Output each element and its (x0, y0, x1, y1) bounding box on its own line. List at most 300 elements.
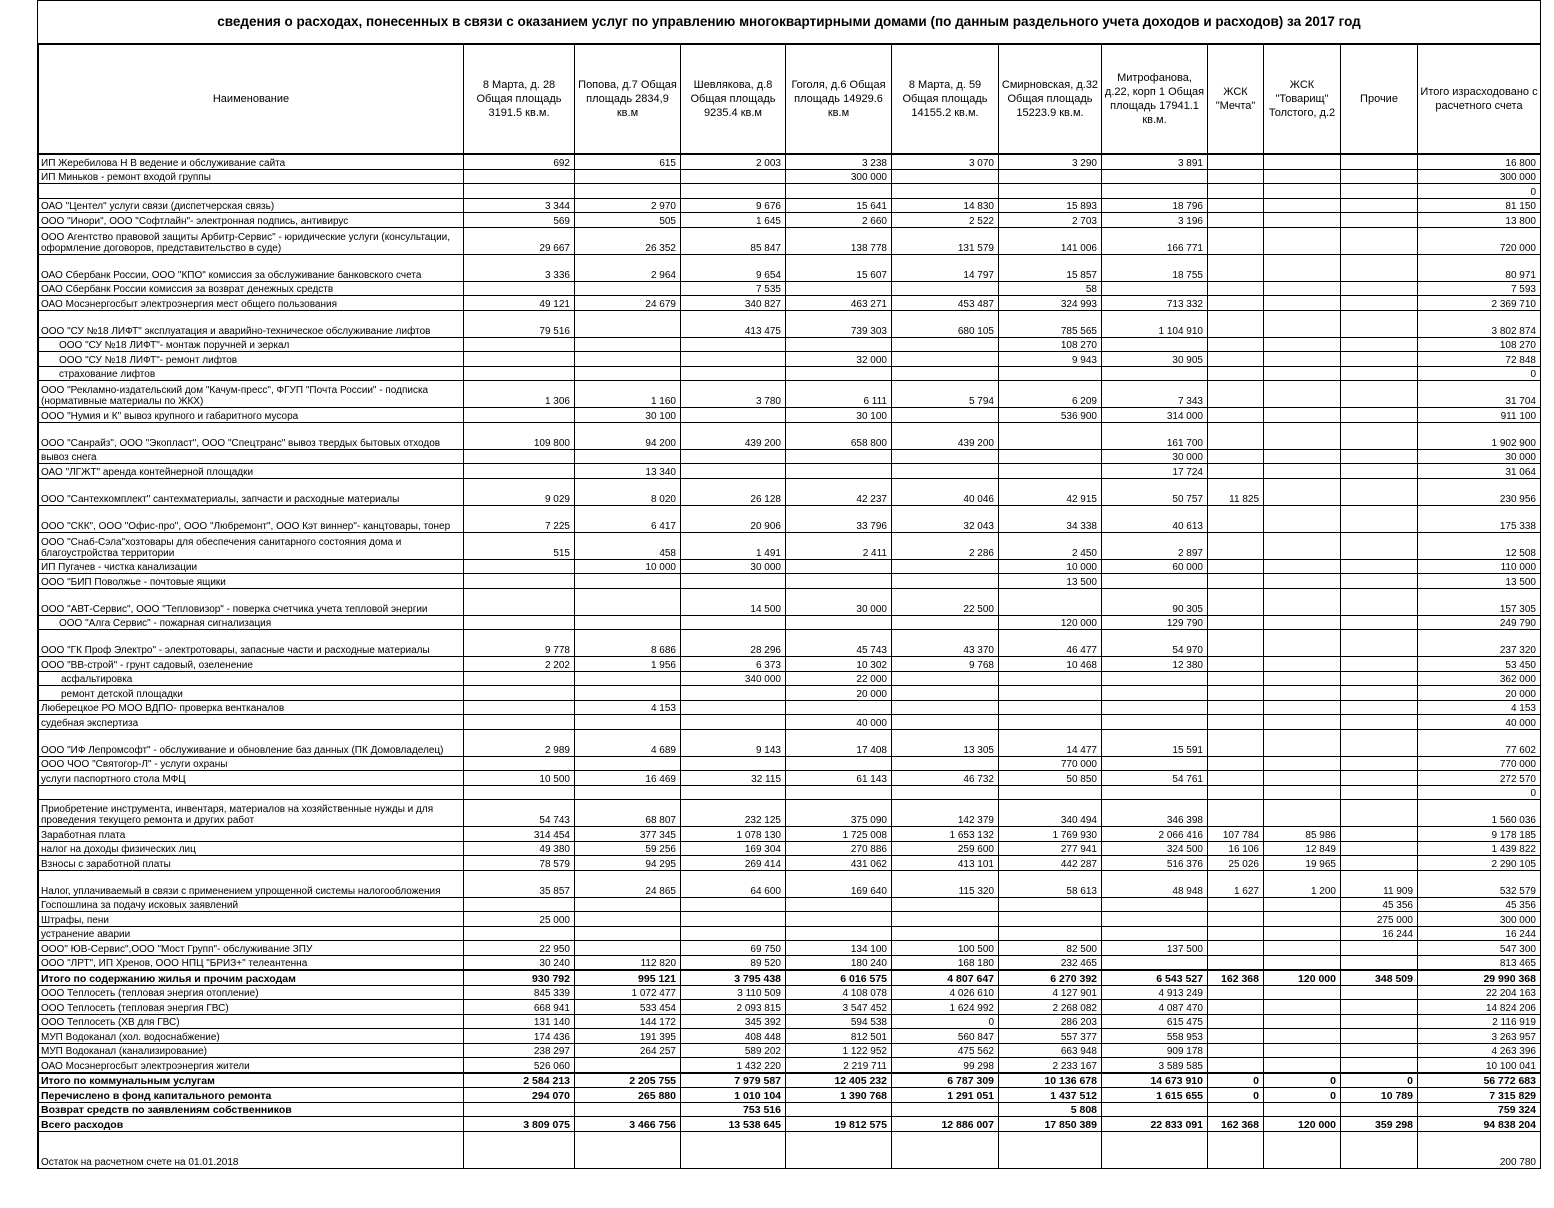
table-row (39, 478, 1541, 505)
row-value: 3 070 (892, 154, 999, 169)
row-value (1341, 532, 1418, 559)
row-value (1208, 771, 1264, 786)
row-value (1341, 213, 1418, 228)
row-value (1341, 449, 1418, 464)
row-value: 536 900 (999, 408, 1102, 423)
row-value: 3 344 (464, 198, 575, 213)
row-value (1208, 310, 1264, 337)
row-value: 413 475 (681, 310, 786, 337)
row-value (1208, 198, 1264, 213)
row-value: 168 180 (892, 955, 999, 970)
row-value: 24 865 (575, 870, 681, 897)
row-label: ООО" ЮВ-Сервис",ООО "Мост Групп"- обслуживание ЗПУ (39, 941, 464, 956)
row-value (1341, 254, 1418, 281)
row-value: 72 848 (1418, 352, 1541, 367)
row-value: 8 686 (575, 630, 681, 657)
row-label: Перечислено в фонд капитального ремонта (39, 1088, 464, 1103)
table-row (39, 154, 1541, 169)
row-value (892, 756, 999, 771)
row-value (1208, 154, 1264, 169)
row-value: 6 209 (999, 381, 1102, 408)
row-value (1264, 686, 1341, 701)
row-value: 58 613 (999, 870, 1102, 897)
row-value (1341, 1043, 1418, 1058)
row-value: 138 778 (786, 227, 892, 254)
row-label: ООО "Сантехкомплект" сантехматериалы, запчасти и расходные материалы (39, 478, 464, 505)
row-value: 7 535 (681, 281, 786, 296)
row-value (999, 700, 1102, 715)
row-value (575, 184, 681, 199)
row-value (681, 897, 786, 912)
row-value: 129 790 (1102, 615, 1208, 630)
row-value (1341, 657, 1418, 672)
row-value (681, 352, 786, 367)
row-value: 7 593 (1418, 281, 1541, 296)
row-value: 0 (1208, 1088, 1264, 1103)
col-header-mitrofanova-22: Митрофанова, д.22, корп 1 Общая площадь 17941.1 кв.м. (1102, 45, 1208, 154)
col-header-gogolya-6: Гоголя, д.6 Общая площадь 14929.6 кв.м (786, 45, 892, 154)
row-label: судебная экспертиза (39, 715, 464, 730)
row-value: 12 849 (1264, 841, 1341, 856)
row-value: 532 579 (1418, 870, 1541, 897)
row-value (1208, 574, 1264, 589)
row-value (1264, 630, 1341, 657)
row-value: 770 000 (999, 756, 1102, 771)
table-row (39, 198, 1541, 213)
row-value: 362 000 (1418, 671, 1541, 686)
row-value: 2 290 105 (1418, 856, 1541, 871)
row-value (681, 574, 786, 589)
row-value: 10 500 (464, 771, 575, 786)
row-value: 13 340 (575, 464, 681, 479)
table-row (39, 615, 1541, 630)
row-label: МУП Водоканал (хол. водоснабжение) (39, 1029, 464, 1044)
row-value (1208, 422, 1264, 449)
row-value (1208, 1043, 1264, 1058)
col-header-shevlyakova-8: Шевлякова, д.8 Общая площадь 9235.4 кв.м (681, 45, 786, 154)
row-value: 22 500 (892, 588, 999, 615)
row-label: ООО "ЛРТ", ИП Хренов, ООО НПЦ "БРИЗ+" телеантенна (39, 955, 464, 970)
row-value (1208, 213, 1264, 228)
row-value: 4 153 (575, 700, 681, 715)
row-value: 269 414 (681, 856, 786, 871)
row-value (999, 422, 1102, 449)
row-value: 2 003 (681, 154, 786, 169)
row-value: 14 797 (892, 254, 999, 281)
expense-report-sheet (37, 0, 1541, 1169)
row-value (999, 1131, 1102, 1168)
row-value: 42 237 (786, 478, 892, 505)
row-value: 340 494 (999, 800, 1102, 827)
row-value: 50 850 (999, 771, 1102, 786)
row-value (1341, 941, 1418, 956)
row-value: 9 778 (464, 630, 575, 657)
row-value: 594 538 (786, 1014, 892, 1029)
row-value (575, 449, 681, 464)
row-value (786, 184, 892, 199)
row-value: 1 200 (1264, 870, 1341, 897)
row-value: 2 116 919 (1418, 1014, 1541, 1029)
row-value (1264, 296, 1341, 311)
row-value (1341, 771, 1418, 786)
row-value: 94 295 (575, 856, 681, 871)
table-row (39, 630, 1541, 657)
row-label: Налог, уплачиваемый в связи с применением упрощенной системы налогообложения (39, 870, 464, 897)
row-value (1341, 478, 1418, 505)
row-value: 24 679 (575, 296, 681, 311)
row-value: 1 439 822 (1418, 841, 1541, 856)
row-value (1341, 841, 1418, 856)
row-value: 6 270 392 (999, 970, 1102, 985)
row-value (1341, 1000, 1418, 1015)
row-value: 12 508 (1418, 532, 1541, 559)
table-row (39, 941, 1541, 956)
row-value: 930 792 (464, 970, 575, 985)
row-value (681, 785, 786, 800)
row-value: 13 305 (892, 729, 999, 756)
col-header-popova-7: Попова, д.7 Общая площадь 2834,9 кв.м (575, 45, 681, 154)
row-label: вывоз снега (39, 449, 464, 464)
row-label: ОАО Сбербанк России, ООО "КПО" комиссия за обслуживание банковского счета (39, 254, 464, 281)
row-value: 1 122 952 (786, 1043, 892, 1058)
row-value: 232 125 (681, 800, 786, 827)
row-value (681, 464, 786, 479)
row-value: 4 153 (1418, 700, 1541, 715)
row-value: 0 (1264, 1088, 1341, 1103)
row-value: 2 897 (1102, 532, 1208, 559)
row-value (1208, 657, 1264, 672)
row-value: 589 202 (681, 1043, 786, 1058)
row-value (1208, 352, 1264, 367)
row-value: 2 703 (999, 213, 1102, 228)
row-value: 26 352 (575, 227, 681, 254)
row-value: 1 615 655 (1102, 1088, 1208, 1103)
row-value (1264, 505, 1341, 532)
row-value: 142 379 (892, 800, 999, 827)
row-value: 515 (464, 532, 575, 559)
row-value (1208, 1029, 1264, 1044)
row-value (786, 464, 892, 479)
row-value: 7 225 (464, 505, 575, 532)
row-value: 340 000 (681, 671, 786, 686)
row-value: 45 356 (1418, 897, 1541, 912)
table-row (39, 184, 1541, 199)
row-value: 3 263 957 (1418, 1029, 1541, 1044)
row-value: 3 780 (681, 381, 786, 408)
row-value (464, 1102, 575, 1117)
table-row (39, 422, 1541, 449)
row-value: 16 244 (1341, 926, 1418, 941)
row-value: 78 579 (464, 856, 575, 871)
row-label: ООО "АВТ-Сервис", ООО "Тепловизор" - поверка счетчика учета тепловой энергии (39, 588, 464, 615)
row-label (39, 184, 464, 199)
row-value: 270 886 (786, 841, 892, 856)
row-value (1102, 337, 1208, 352)
row-value: 169 640 (786, 870, 892, 897)
row-value (1208, 532, 1264, 559)
row-value: 175 338 (1418, 505, 1541, 532)
table-row (39, 729, 1541, 756)
row-value: 40 046 (892, 478, 999, 505)
row-label: ООО Теплосеть (ХВ для ГВС) (39, 1014, 464, 1029)
row-value: 324 993 (999, 296, 1102, 311)
row-value (786, 700, 892, 715)
row-value (1341, 686, 1418, 701)
table-row (39, 296, 1541, 311)
row-value (1341, 985, 1418, 1000)
row-value (464, 897, 575, 912)
row-label: Взносы с заработной платы (39, 856, 464, 871)
row-value (1264, 366, 1341, 381)
row-value: 2 205 755 (575, 1073, 681, 1088)
row-value: 475 562 (892, 1043, 999, 1058)
row-value (892, 686, 999, 701)
row-value: 200 780 (1418, 1131, 1541, 1168)
row-value: 69 750 (681, 941, 786, 956)
row-label: Штрафы, пени (39, 912, 464, 927)
row-value: 12 405 232 (786, 1073, 892, 1088)
row-value (575, 310, 681, 337)
row-label: Итого по коммунальным услугам (39, 1073, 464, 1088)
table-row (39, 897, 1541, 912)
row-value (464, 352, 575, 367)
row-value: 141 006 (999, 227, 1102, 254)
row-value: 161 700 (1102, 422, 1208, 449)
row-value: 6 111 (786, 381, 892, 408)
row-value: 4 807 647 (892, 970, 999, 985)
row-value (575, 671, 681, 686)
row-value (681, 700, 786, 715)
row-value: 2 964 (575, 254, 681, 281)
row-value: 15 607 (786, 254, 892, 281)
row-value (575, 785, 681, 800)
row-value (575, 588, 681, 615)
row-value (1102, 169, 1208, 184)
row-value: 4 108 078 (786, 985, 892, 1000)
row-value: 346 398 (1102, 800, 1208, 827)
row-value: 16 106 (1208, 841, 1264, 856)
row-value: 162 368 (1208, 1117, 1264, 1132)
row-value: 13 538 645 (681, 1117, 786, 1132)
row-value (892, 337, 999, 352)
row-value (1264, 184, 1341, 199)
row-value (681, 715, 786, 730)
row-label: МУП Водоканал (канализирование) (39, 1043, 464, 1058)
row-value (1341, 422, 1418, 449)
table-row (39, 785, 1541, 800)
row-value: 22 000 (786, 671, 892, 686)
row-value: 14 673 910 (1102, 1073, 1208, 1088)
row-value: 80 971 (1418, 254, 1541, 281)
row-value (681, 686, 786, 701)
row-value (1341, 381, 1418, 408)
row-value (892, 897, 999, 912)
row-label: ОАО Мосэнергосбыт электроэнергия мест общего пользования (39, 296, 464, 311)
row-value (1341, 227, 1418, 254)
row-value: 442 287 (999, 856, 1102, 871)
row-value: 157 305 (1418, 588, 1541, 615)
row-value: 615 475 (1102, 1014, 1208, 1029)
row-label: Всего расходов (39, 1117, 464, 1132)
row-value: 32 115 (681, 771, 786, 786)
row-value (1208, 184, 1264, 199)
row-value: 720 000 (1418, 227, 1541, 254)
row-value (1341, 671, 1418, 686)
row-value (1264, 1043, 1341, 1058)
row-value: 314 000 (1102, 408, 1208, 423)
row-value: 16 800 (1418, 154, 1541, 169)
row-value (1341, 352, 1418, 367)
row-value: 2 233 167 (999, 1058, 1102, 1073)
row-value: 10 100 041 (1418, 1058, 1541, 1073)
row-value: 275 000 (1341, 912, 1418, 927)
row-value: 785 565 (999, 310, 1102, 337)
table-row (39, 700, 1541, 715)
row-label: Итого по содержанию жилья и прочим расходам (39, 970, 464, 985)
row-value: 89 520 (681, 955, 786, 970)
row-value: 1 072 477 (575, 985, 681, 1000)
row-value: 13 800 (1418, 213, 1541, 228)
row-value (464, 574, 575, 589)
row-value (1208, 588, 1264, 615)
row-value: 4 026 610 (892, 985, 999, 1000)
row-value: 10 000 (999, 559, 1102, 574)
row-value (1264, 213, 1341, 228)
row-value (1208, 985, 1264, 1000)
row-value (786, 615, 892, 630)
row-value: 249 790 (1418, 615, 1541, 630)
row-value (1341, 310, 1418, 337)
row-value (999, 926, 1102, 941)
col-header-total: Итого израсходовано с расчетного счета (1418, 45, 1541, 154)
row-value (1341, 408, 1418, 423)
row-value (1264, 532, 1341, 559)
table-row (39, 532, 1541, 559)
row-value (681, 912, 786, 927)
row-value (575, 926, 681, 941)
row-value: 30 100 (786, 408, 892, 423)
row-value: 30 000 (1102, 449, 1208, 464)
row-value: 3 110 509 (681, 985, 786, 1000)
row-label: ООО ЧОО "Святогор-Л" - услуги охраны (39, 756, 464, 771)
row-value: 85 847 (681, 227, 786, 254)
row-value: 230 956 (1418, 478, 1541, 505)
row-value: 20 906 (681, 505, 786, 532)
row-value: 45 743 (786, 630, 892, 657)
row-value: 30 000 (681, 559, 786, 574)
row-value: 22 950 (464, 941, 575, 956)
row-value: 30 240 (464, 955, 575, 970)
row-value (1208, 337, 1264, 352)
row-value: 58 (999, 281, 1102, 296)
row-value (1264, 800, 1341, 827)
row-value: 558 953 (1102, 1029, 1208, 1044)
row-label: ООО "Инори", ООО "Софтлайн"- электронная подпись, антивирус (39, 213, 464, 228)
row-value (1208, 1102, 1264, 1117)
row-value: 13 500 (1418, 574, 1541, 589)
row-value: 2 286 (892, 532, 999, 559)
row-value: 191 395 (575, 1029, 681, 1044)
row-value: 4 689 (575, 729, 681, 756)
row-value: 77 602 (1418, 729, 1541, 756)
row-value (575, 574, 681, 589)
row-value: 516 376 (1102, 856, 1208, 871)
table-row (39, 756, 1541, 771)
row-value: 680 105 (892, 310, 999, 337)
row-value (575, 169, 681, 184)
row-value: 2 268 082 (999, 1000, 1102, 1015)
row-value: 458 (575, 532, 681, 559)
row-value: 348 509 (1341, 970, 1418, 985)
row-value: 2 369 710 (1418, 296, 1541, 311)
row-value: 3 795 438 (681, 970, 786, 985)
row-value (999, 897, 1102, 912)
row-value (892, 671, 999, 686)
row-value (1264, 449, 1341, 464)
row-value (892, 715, 999, 730)
col-header-zhsk-tovarishch: ЖСК "Товарищ" Толстого, д.2 (1264, 45, 1341, 154)
table-row (39, 559, 1541, 574)
row-value (999, 588, 1102, 615)
row-value (1208, 227, 1264, 254)
row-value (1208, 955, 1264, 970)
row-value: 110 000 (1418, 559, 1541, 574)
row-value: 9 178 185 (1418, 827, 1541, 842)
row-value: 49 380 (464, 841, 575, 856)
row-value: 14 477 (999, 729, 1102, 756)
row-value: 1 432 220 (681, 1058, 786, 1073)
row-value (1264, 478, 1341, 505)
row-value (575, 912, 681, 927)
row-label: ООО "ИФ Лепромсофт" - обслуживание и обновление баз данных (ПК Домовладелец) (39, 729, 464, 756)
row-value (786, 449, 892, 464)
row-label: ООО Агентство правовой защиты Арбитр-Сервис" - юридические услуги (консультации, оформление договоров, представительство в суде) (39, 227, 464, 254)
row-value: 2 970 (575, 198, 681, 213)
row-value: 770 000 (1418, 756, 1541, 771)
row-value: 120 000 (999, 615, 1102, 630)
row-value: 4 263 396 (1418, 1043, 1541, 1058)
row-value: 109 800 (464, 422, 575, 449)
row-label: ООО "Алга Сервис" - пожарная сигнализация (39, 615, 464, 630)
row-value: 3 547 452 (786, 1000, 892, 1015)
row-value: 6 016 575 (786, 970, 892, 985)
row-value: 17 724 (1102, 464, 1208, 479)
row-value (1264, 559, 1341, 574)
row-value: 54 761 (1102, 771, 1208, 786)
row-value (1208, 464, 1264, 479)
row-value (1264, 955, 1341, 970)
row-label: ООО Теплосеть (тепловая энергия отопление) (39, 985, 464, 1000)
row-value: 0 (892, 1014, 999, 1029)
row-value (1341, 1131, 1418, 1168)
row-value (1341, 296, 1418, 311)
row-value (1208, 296, 1264, 311)
row-value: 100 500 (892, 941, 999, 956)
row-value: 569 (464, 213, 575, 228)
row-value (999, 686, 1102, 701)
row-value (1208, 671, 1264, 686)
row-value: 60 000 (1102, 559, 1208, 574)
row-value (1208, 615, 1264, 630)
row-value (1341, 337, 1418, 352)
row-value: 2 450 (999, 532, 1102, 559)
table-row (39, 856, 1541, 871)
row-value (1264, 588, 1341, 615)
row-value (464, 785, 575, 800)
row-value (1208, 926, 1264, 941)
row-value: 560 847 (892, 1029, 999, 1044)
row-label: ООО "СУ №18 ЛИФТ" эксплуатация и аварийно-техническое обслуживание лифтов (39, 310, 464, 337)
